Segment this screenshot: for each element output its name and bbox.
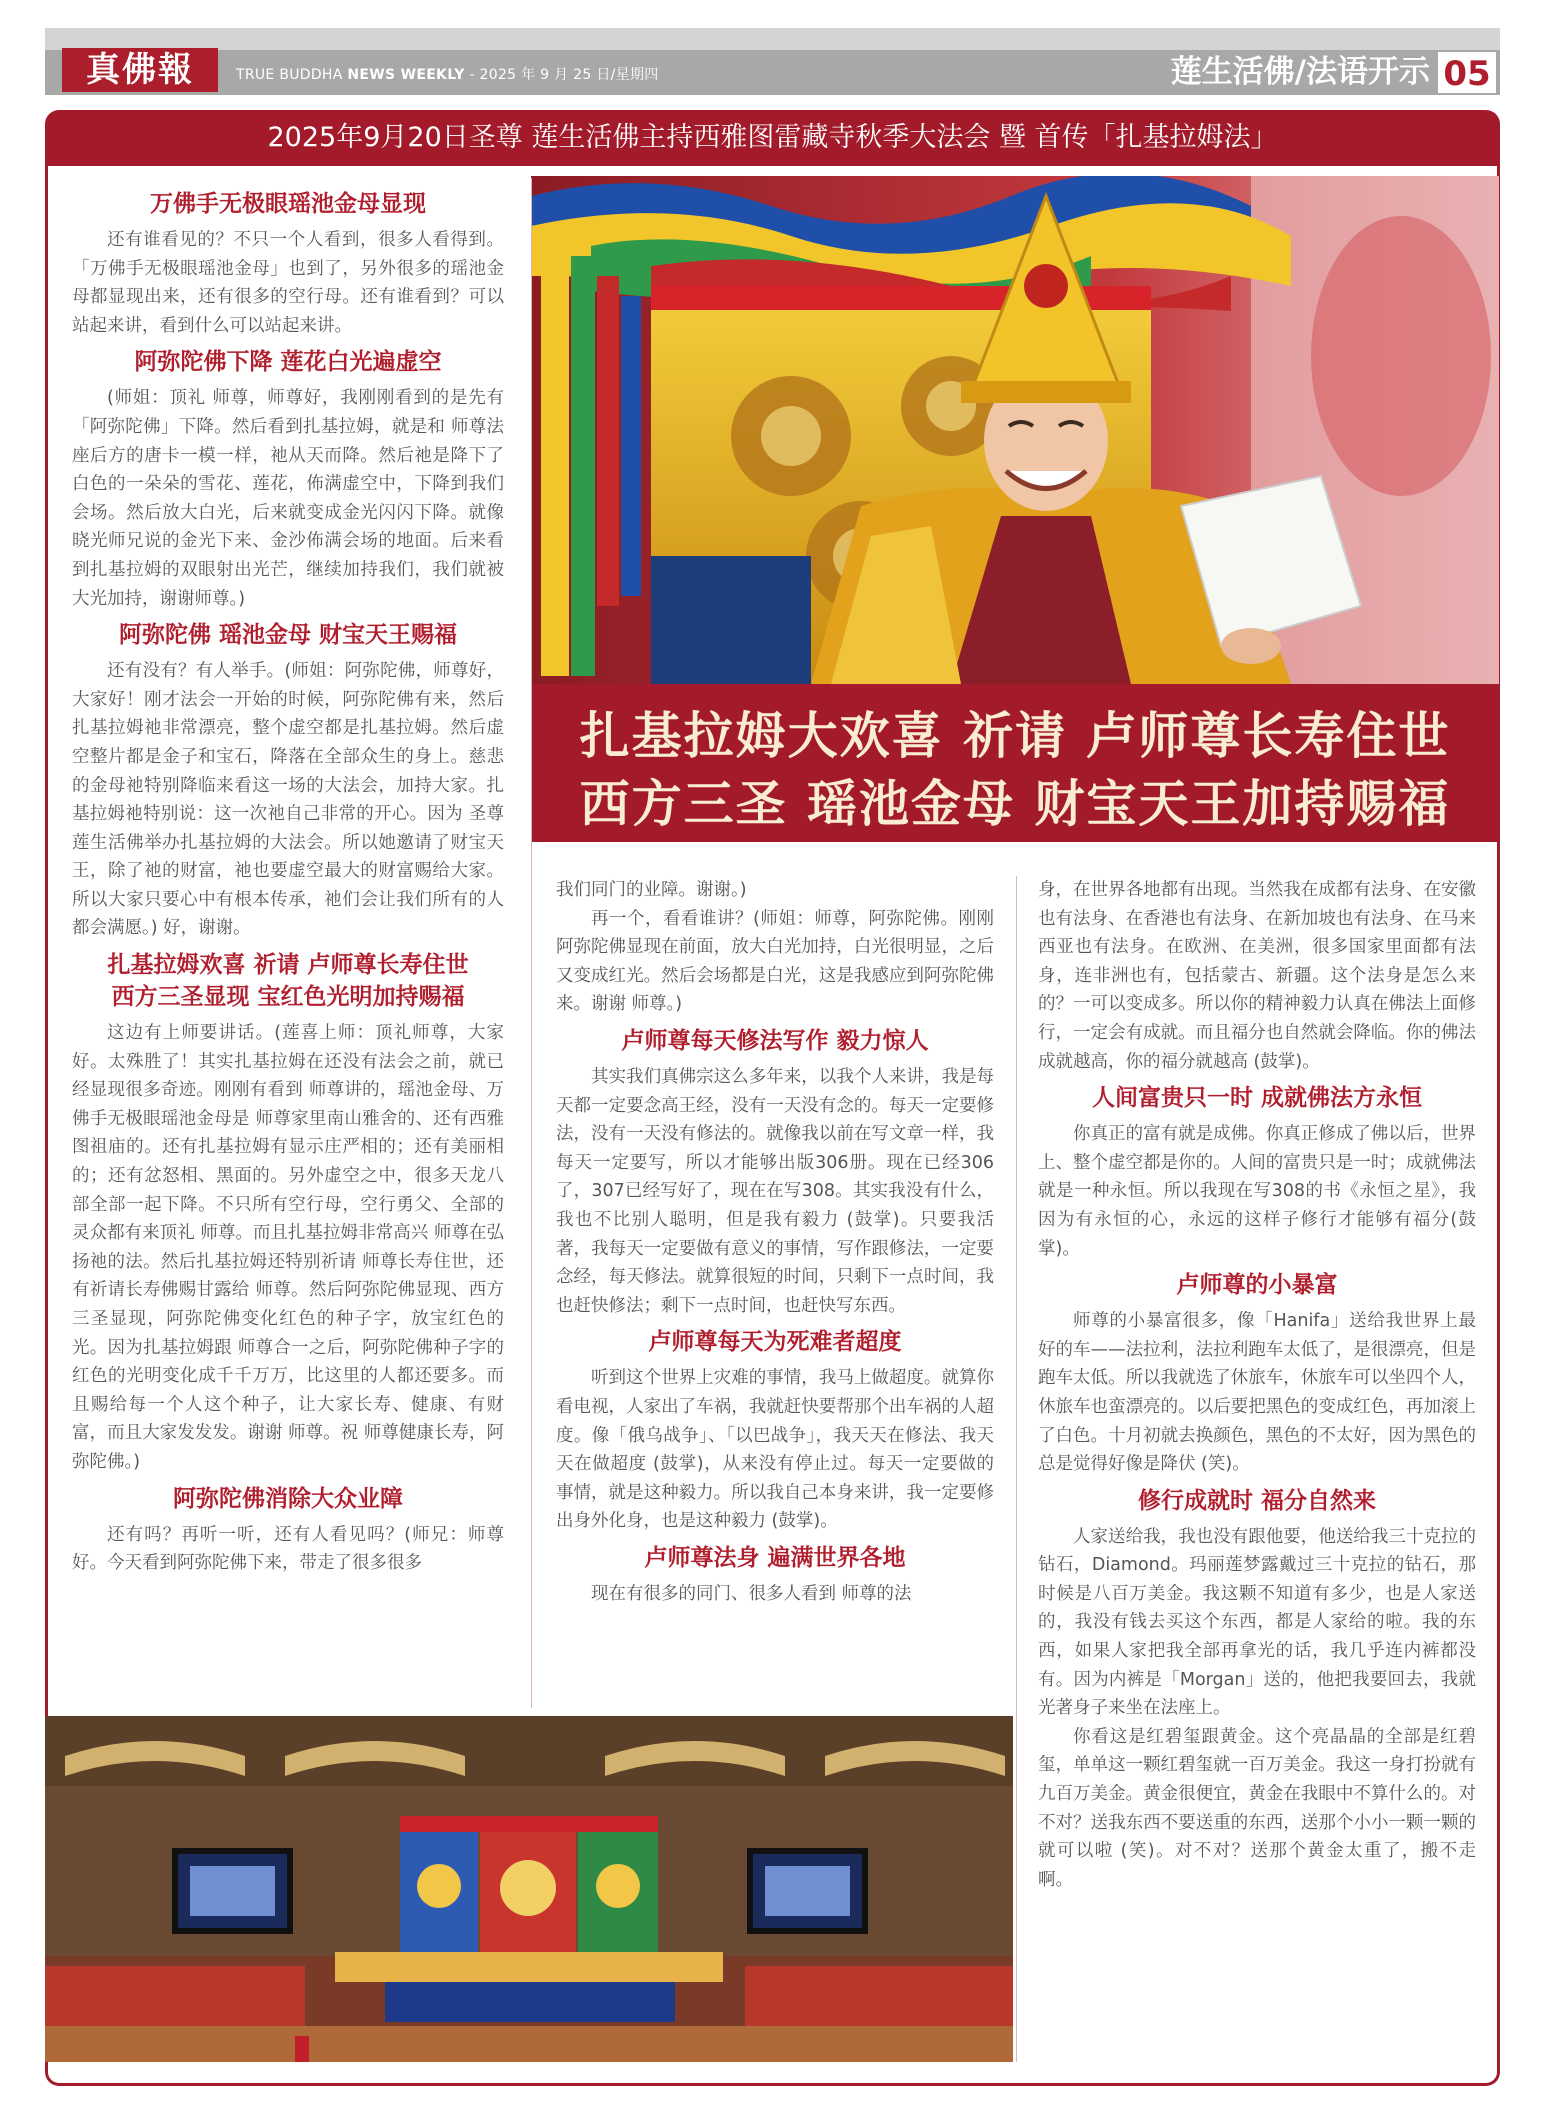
headline-panel (531, 684, 1499, 842)
masthead-date: - 2025 年 9 月 25 日/星期四 (464, 67, 659, 83)
text-column-3 (1038, 876, 1476, 2026)
column-rule-1 (531, 178, 532, 1708)
subheading: 阿弥陀佛消除大众业障 (173, 1485, 403, 1512)
article-banner-title: 2025年9月20日圣尊 莲生活佛主持西雅图雷藏寺秋季大法会 暨 首传「扎基拉姆法」 (45, 110, 1500, 166)
portrait-illustration (531, 176, 1499, 684)
paragraph: 你看这是红碧玺跟黄金。这个亮晶晶的全部是红碧玺，单单这一颗红碧玺就一百万美金。我这一身打扮就有九百万美金。黄金很便宜，黄金在我眼中不算什么的。对不对？送我东西不要送重的东西，送那个小小一颗一颗的就可以啦 (笑)。对不对？送那个黄金太重了，搬不走啊。 (1038, 1726, 1476, 1890)
paragraph: 再一个，看看谁讲？(师姐：师尊，阿弥陀佛。刚刚阿弥陀佛显现在前面，放大白光加持，白光很明显，之后又变成红光。然后会场都是白光，这是我感应到阿弥陀佛来。谢谢 师尊。) (556, 908, 994, 1015)
header-top-bar (45, 28, 1500, 50)
paragraph: 听到这个世界上灾难的事情，我马上做超度。就算你看电视，人家出了车祸，我就赶快要帮那个出车祸的人超度。像「俄乌战争」、「以巴战争」，我天天在修法、我天天在做超度 (鼓掌)，从来没有停止过。每天一定要做的事情，就是这种毅力。所以我自己本身来讲，我一定要修出身外化身，也是这种毅力 (鼓掌)。 (556, 1368, 994, 1532)
subheading: 卢师尊的小暴富 (1176, 1272, 1338, 1299)
paragraph: 现在有很多的同门、很多人看到 师尊的法 (591, 1583, 912, 1604)
masthead-news: NEWS WEEKLY (347, 67, 465, 83)
subheading: 扎基拉姆欢喜 祈请 卢师尊长寿住世 西方三圣显现 宝红色光明加持赐福 (107, 952, 469, 1011)
subheading: 人间富贵只一时 成就佛法方永恒 (1091, 1085, 1422, 1112)
paragraph: 还有吗？再听一听，还有人看见吗？(师兄：师尊好。今天看到阿弥陀佛下来，带走了很多很多 (72, 1524, 504, 1574)
hall-illustration (45, 1716, 1013, 2062)
newspaper-logo: 真佛報 (62, 48, 218, 92)
subheading: 卢师尊法身 遍满世界各地 (644, 1544, 906, 1571)
subheading: 卢师尊每天修法写作 毅力惊人 (621, 1027, 929, 1054)
headline-line-2: 西方三圣 瑶池金母 财宝天王加持赐福 (579, 774, 1451, 833)
masthead (236, 64, 659, 84)
subheading: 阿弥陀佛 瑶池金母 财宝天王赐福 (118, 622, 457, 649)
text-column-1 (72, 182, 504, 1712)
column-rule-2 (1016, 876, 1017, 2062)
section-title: 莲生活佛/法语开示 (1170, 54, 1430, 90)
headline-line-1: 扎基拉姆大欢喜 祈请 卢师尊长寿住世 (579, 706, 1451, 765)
text-column-2 (556, 876, 994, 1702)
masthead-brand: TRUE BUDDHA (236, 67, 343, 83)
paragraph: (师姐：顶礼 师尊，师尊好，我刚刚看到的是先有「阿弥陀佛」下降。然后看到扎基拉姆，就是和 师尊法座后方的唐卡一模一样，祂从天而降。然后祂是降下了白色的一朵朵的雪花、莲花，佈满虚空中，下降到我们会场。然后放大白光，后来就变成金光闪闪下降。就像晓光师兄说的金光下来、金沙佈满会场的地面。后来看到扎基拉姆的双眼射出光芒，继续加持我们，我们就被大光加持，谢谢师尊。) (72, 388, 504, 609)
paragraph: 身，在世界各地都有出现。当然我在成都有法身、在安徽也有法身、在香港也有法身、在新加坡也有法身、在马来西亚也有法身。在欧洲、在美洲，很多国家里面都有法身，连非洲也有，包括蒙古、新疆。这个法身是怎么来的？一可以变成多。所以你的精神毅力认真在佛法上面修行，一定会有成就。而且福分也自然就会降临。你的佛法成就越高，你的福分就越高 (鼓掌)。 (1038, 880, 1476, 1072)
paragraph: 其实我们真佛宗这么多年来，以我个人来讲，我是每天都一定要念高王经，没有一天没有念的。每天一定要修法，没有一天没有修法的。就像我以前在写文章一样，我每天一定要写，所以才能够出版306册。现在已经306了，307已经写好了，现在在写308。其实我没有什么，我也不比别人聪明，但是我有毅力 (鼓掌)。只要我活著，我每天一定要做有意义的事情，写作跟修法，一定要念经，每天修法。就算很短的时间，只剩下一点时间，我也赶快修法；剩下一点时间，也赶快写东西。 (556, 1066, 994, 1316)
ceremony-hall-photo (45, 1716, 1013, 2062)
paragraph: 师尊的小暴富很多，像「Hanifa」送给我世界上最好的车——法拉利，法拉利跑车太低了，是很漂亮，但是跑车太低。所以我就选了休旅车，休旅车可以坐四个人，休旅车也蛮漂亮的。以后要把黑色的变成红色，再加滚上了白色。十月初就去换颜色，黑色的不太好，因为黑色的总是觉得好像是降伏 (笑)。 (1038, 1311, 1476, 1475)
paragraph: 人家送给我，我也没有跟他要，他送给我三十克拉的钻石，Diamond。玛丽莲梦露戴过三十克拉的钻石，那时候是八百万美金。我这颗不知道有多少，也是人家送的，我没有钱去买这个东西，都是人家给的啦。我的东西，如果人家把我全部再拿光的话，我几乎连内裤都没有。因为内裤是「Morgan」送的，他把我要回去，我就光著身子来坐在法座上。 (1038, 1526, 1476, 1719)
paragraph: 还有谁看见的？不只一个人看到，很多人看得到。「万佛手无极眼瑶池金母」也到了，另外很多的瑶池金母都显现出来，还有很多的空行母。还有谁看到？可以站起来讲，看到什么可以站起来讲。 (72, 230, 504, 336)
paragraph: 你真正的富有就是成佛。你真正修成了佛以后，世界上、整个虚空都是你的。人间的富贵只是一时；成就佛法就是一种永恒。所以我现在写308的书《永恒之星》，我因为有永恒的心，永远的这样子修行才能够有福分(鼓掌)。 (1038, 1124, 1476, 1259)
subheading: 修行成就时 福分自然来 (1137, 1487, 1376, 1514)
subheading: 卢师尊每天为死难者超度 (648, 1329, 902, 1356)
paragraph: 还有没有？有人举手。(师姐：阿弥陀佛，师尊好，大家好！刚才法会一开始的时候，阿弥陀佛有来，然后扎基拉姆祂非常漂亮，整个虚空都是扎基拉姆。然后虚空整片都是金子和宝石，降落在全部众生的身上。慈悲的金母祂特别降临来看这一场的大法会，加持大家。扎基拉姆祂特别说：这一次祂自己非常的开心。因为 圣尊莲生活佛举办扎基拉姆的大法会。所以她邀请了财宝天王，除了祂的财富，祂也要虚空最大的财富赐给大家。所以大家只要心中有根本传承，祂们会让我们所有的人都会满愿。) 好，谢谢。 (72, 661, 504, 939)
paragraph: 这边有上师要讲话。(莲喜上师：顶礼师尊，大家好。太殊胜了！其实扎基拉姆在还没有法会之前，就已经显现很多奇迹。刚刚有看到 师尊讲的，瑶池金母、万佛手无极眼瑶池金母是 师尊家里南山雅舍的、还有西雅图祖庙的。还有扎基拉姆有显示庄严相的；还有美丽相的；还有忿怒相、黑面的。另外虚空之中，很多天龙八部全部一起下降。不只所有空行母，空行勇父、全部的灵众都有来顶礼 师尊。而且扎基拉姆非常高兴 师尊在弘扬祂的法。然后扎基拉姆还特别祈请 师尊长寿住世，还有祈请长寿佛赐甘露给 师尊。然后阿弥陀佛显现、西方三圣显现，阿弥陀佛变化红色的种子字，放宝红色的光。因为扎基拉姆跟 师尊合一之后，阿弥陀佛种子字的红色的光明变化成千千万万，比这里的人都还要多。而且赐给每一个人这个种子，让大家长寿、健康、有财富，而且大家发发发。谢谢 师尊。祝 师尊健康长寿，阿弥陀佛。) (72, 1023, 504, 1472)
main-portrait-photo (531, 176, 1499, 684)
subheading: 万佛手无极眼瑶池金母显现 (150, 191, 426, 217)
paragraph: 我们同门的业障。谢谢。) (556, 880, 747, 900)
page-number: 05 (1436, 50, 1498, 95)
subheading: 阿弥陀佛下降 莲花白光遍虚空 (134, 349, 442, 376)
